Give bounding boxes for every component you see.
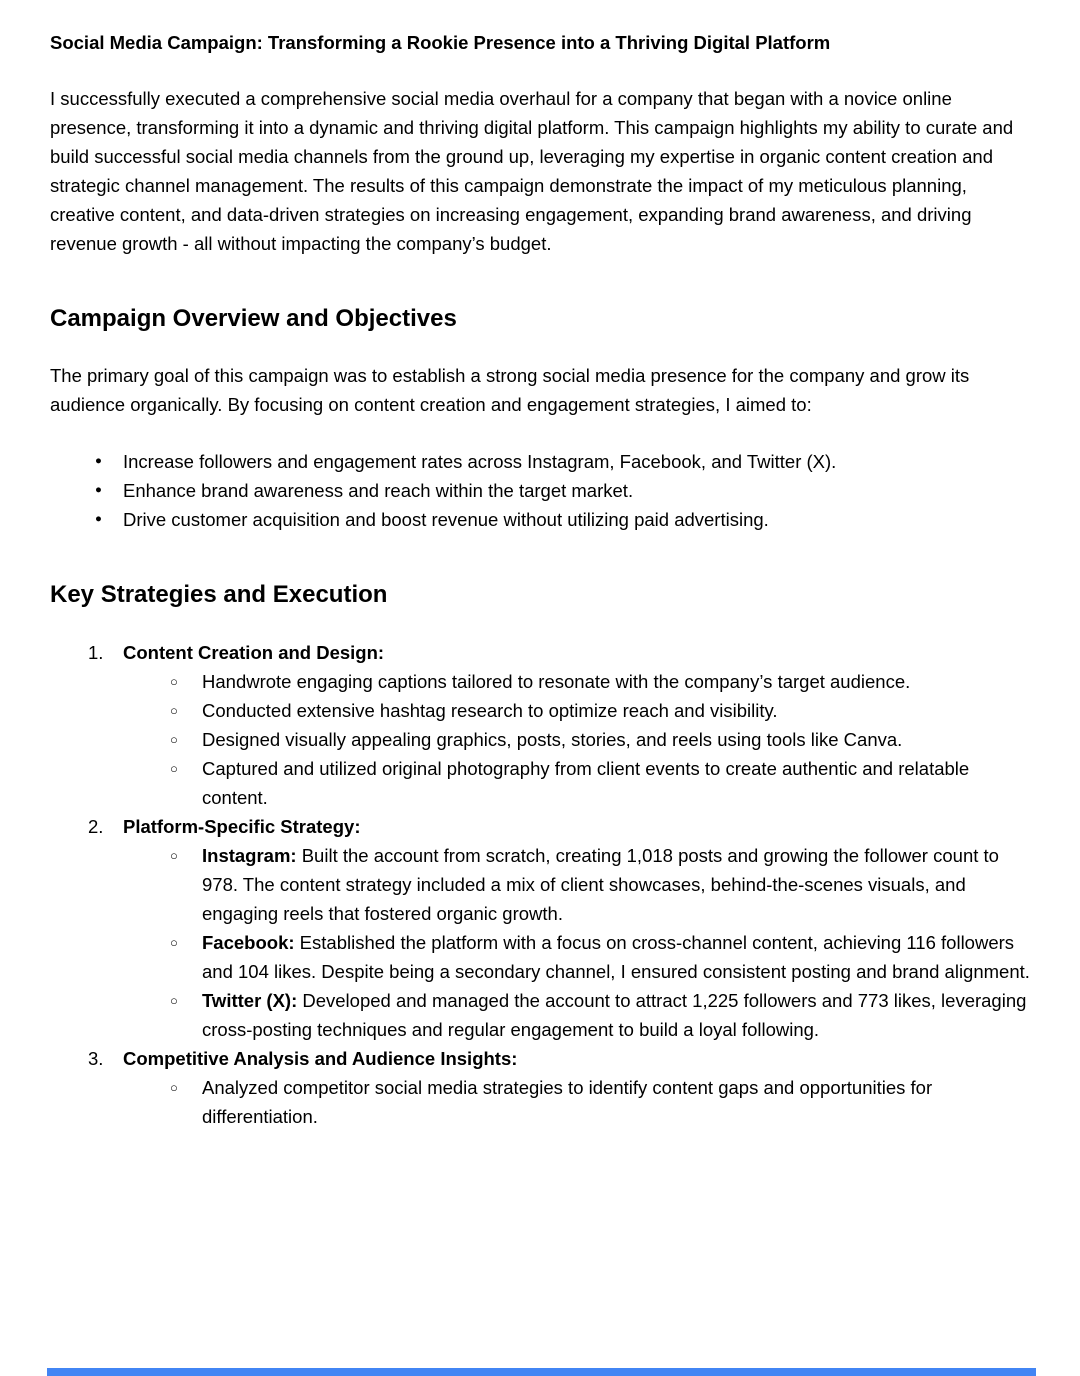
item-number: 3. [88,1048,104,1070]
numbered-item-heading [88,638,1036,667]
circle-bullet-icon: ○ [170,674,178,690]
item-label: Competitive Analysis and Audience Insights: [123,1048,518,1070]
bullet-icon: ● [95,484,102,496]
circle-bullet-icon: ○ [170,935,178,951]
list-item-text: Enhance brand awareness and reach within the target market. [123,480,634,501]
circle-bullet-icon: ○ [170,703,178,719]
list-item [95,447,1036,476]
circle-bullet-icon: ○ [170,848,178,864]
sub-item-body: Developed and managed the account to attract 1,225 followers and 773 likes, leveraging cross-posting techniques and regular engagement to build a loyal following. [202,990,1027,1041]
sub-item-body: Conducted extensive hashtag research to optimize reach and visibility. [202,700,778,722]
sub-list-item [170,928,1036,986]
sub-item-lead: Twitter (X): [202,990,298,1012]
list-item [95,476,1036,505]
circle-bullet-icon: ○ [170,1080,178,1096]
section-heading-overview: Campaign Overview and Objectives [50,304,457,332]
numbered-item-heading [88,812,1036,841]
sub-list-item [170,696,1036,725]
sub-item-body: Established the platform with a focus on cross-channel content, achieving 116 followers and 104 likes. Despite being a secondary channel, I ensured consistent posting and brand alignment. [202,932,1030,983]
sub-item-text [202,725,1036,754]
sub-item-lead: Facebook: [202,932,295,954]
sub-item-body: Captured and utilized original photography from client events to create authentic and relatable content. [202,758,970,809]
item-number: 2. [88,816,104,838]
numbered-item [88,638,1036,812]
item-label: Platform-Specific Strategy: [123,816,361,838]
section-heading-strategies: Key Strategies and Execution [50,581,388,608]
sub-item-text [202,986,1036,1044]
sub-list-item [170,667,1036,696]
sub-list-item [170,754,1036,812]
embedded-object-top-edge [47,1368,1036,1376]
list-item [95,505,1036,534]
circle-bullet-icon: ○ [170,993,178,1009]
numbered-item-heading [88,1044,1036,1073]
intro-paragraph: I successfully executed a comprehensive social media overhaul for a company that began with a novice online presence, transforming it into a dynamic and thriving digital platform. This campaign highlights my ability to curate and build successful social media channels from the ground up, leveraging my expertise in organic content creation and strategic channel management. The results of this campaign demonstrate the impact of my meticulous planning, creative content, and data-driven strategies on increasing engagement, expanding brand awareness, and driving revenue growth - all without impacting the company’s budget. [50,87,1014,254]
sub-list-item [170,841,1036,928]
list-item-text: Increase followers and engagement rates across Instagram, Facebook, and Twitter (X). [123,451,837,472]
sub-item-text [202,667,1036,696]
sub-list-item [170,986,1036,1044]
sub-bullet-list [170,841,1036,1044]
bullet-icon: ● [95,513,102,525]
sub-item-text [202,841,1036,928]
overview-bullet-list [50,447,1036,534]
sub-bullet-list [170,667,1036,812]
sub-item-body: Handwrote engaging captions tailored to resonate with the company’s target audience. [202,671,911,693]
sub-item-text [202,1073,1036,1131]
circle-bullet-icon: ○ [170,732,178,748]
item-label: Content Creation and Design: [123,642,385,664]
item-number: 1. [88,642,104,664]
doc-title: Social Media Campaign: Transforming a Rookie Presence into a Thriving Digital Platform [50,32,831,53]
sub-list-item [170,1073,1036,1131]
sub-bullet-list [170,1073,1036,1131]
numbered-item [88,1044,1036,1131]
bullet-icon: ● [95,455,102,467]
sub-item-body: Designed visually appealing graphics, posts, stories, and reels using tools like Canva. [202,729,903,751]
list-item-text: Drive customer acquisition and boost revenue without utilizing paid advertising. [123,509,769,530]
sub-item-body: Analyzed competitor social media strategies to identify content gaps and opportunities for differentiation. [202,1077,933,1128]
sub-item-body: Built the account from scratch, creating 1,018 posts and growing the follower count to 978. The content strategy included a mix of client showcases, behind-the-scenes visuals, and engaging reels that fostered organic growth. [202,845,999,925]
sub-item-text [202,754,1036,812]
circle-bullet-icon: ○ [170,761,178,777]
numbered-item [88,812,1036,1044]
overview-paragraph: The primary goal of this campaign was to establish a strong social media presence for the company and grow its audience organically. By focusing on content creation and engagement strategies, I aimed to: [50,365,970,415]
strategies-numbered-list [50,638,1036,1131]
sub-item-text [202,696,1036,725]
sub-item-text [202,928,1036,986]
sub-item-lead: Instagram: [202,845,297,867]
sub-list-item [170,725,1036,754]
